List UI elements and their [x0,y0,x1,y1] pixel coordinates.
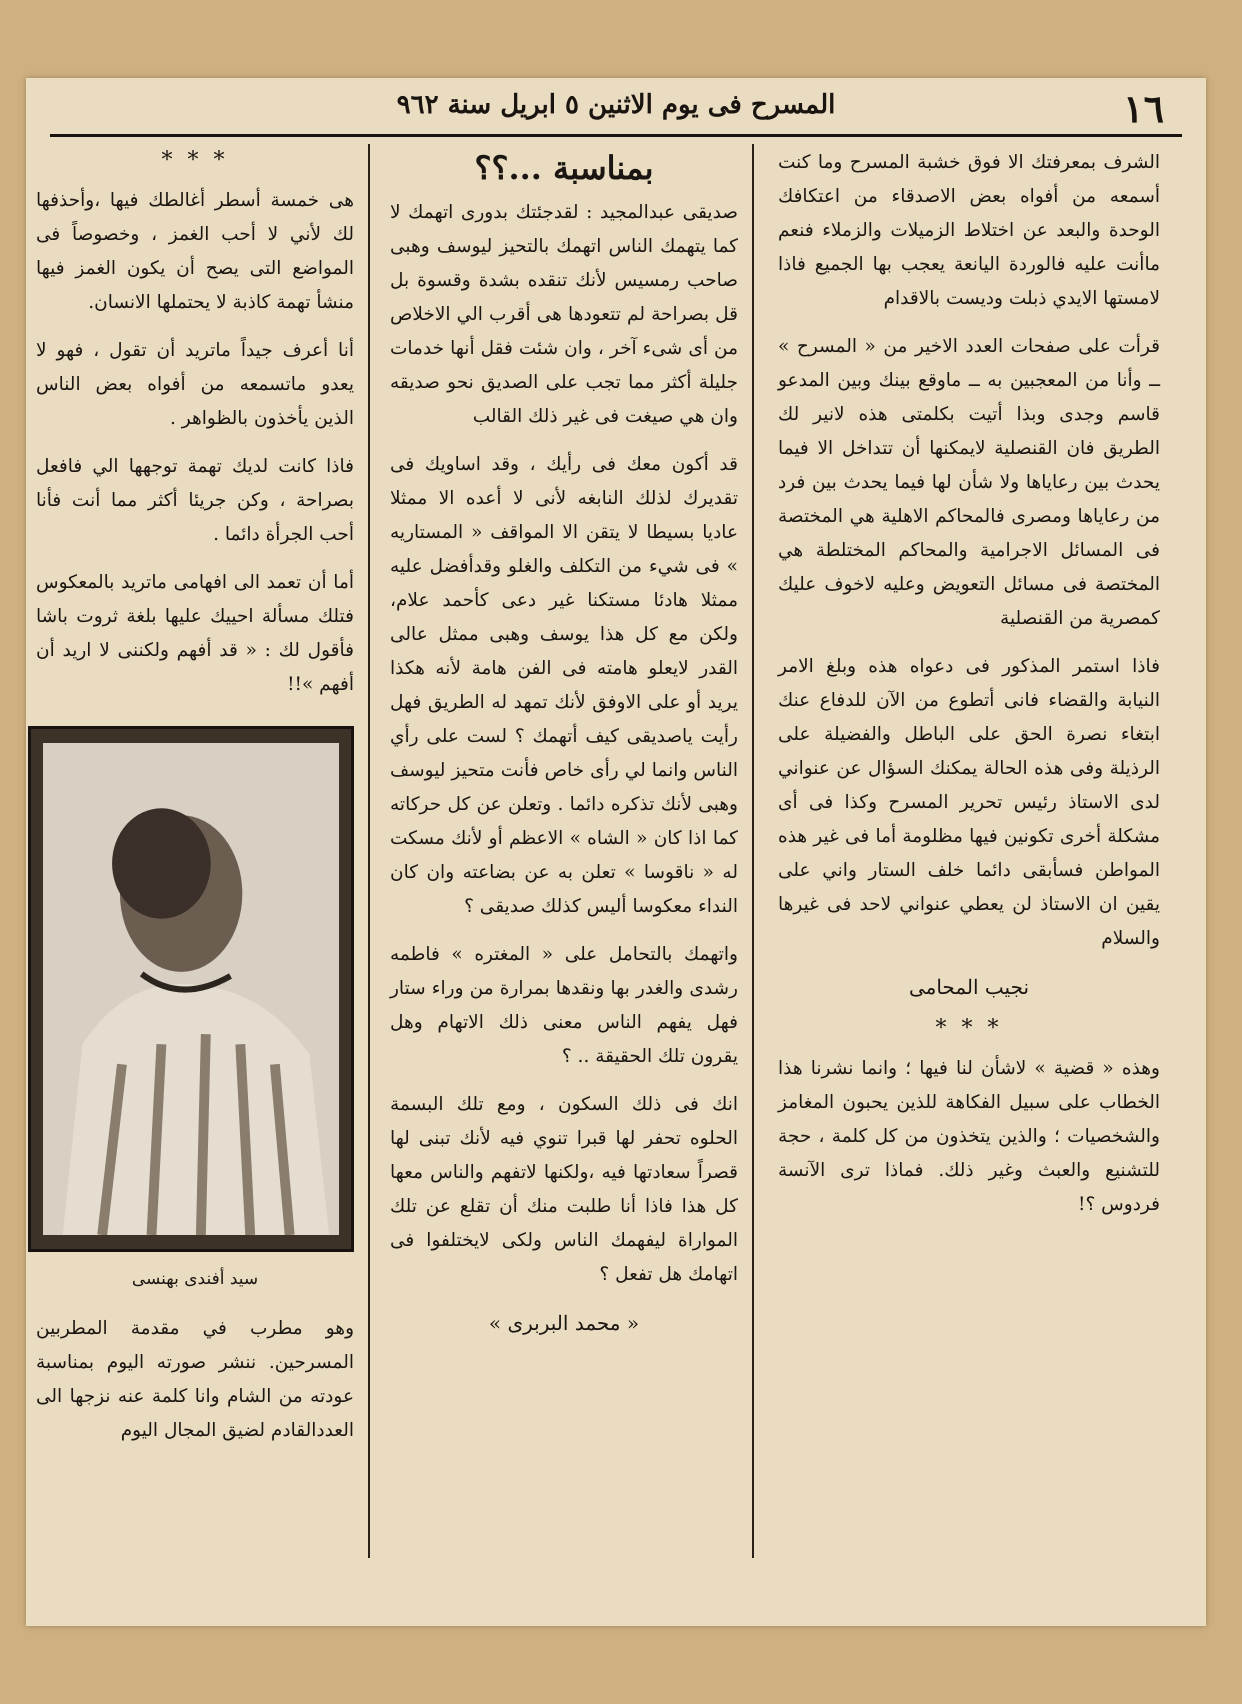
left-paragraph-5: وهو مطرب في مقدمة المطربين المسرحين. ننشر صورته اليوم بمناسبة عودته من الشام وانا كلمة عنه نزجها الى العددالقادم لضيق المجال اليوم [36,1318,354,1441]
portrait-image [43,743,339,1235]
left-column [36,146,354,1462]
right-signature: نجيب المحامى [908,975,1030,999]
page-number: ١٦ [1123,86,1164,131]
middle-paragraph-4: انك فى ذلك السكون ، ومع تلك البسمة الحلوه تحفر لها قبرا تنوي فيه لأنك تبنى لها قصراً سعادتها فيه ،ولكنها لاتفهم والناس معها كل هذا فاذا أنا طلبت منك أن تقلع عن تلك المواراة ليفهمك الناس ولكى لايختلفوا فى اتهامك هل تفعل ؟ [390,1094,738,1285]
page-header [26,78,1206,136]
column-divider-right [752,144,754,1558]
middle-paragraph-1: صديقى عبدالمجيد : لقدجئتك بدورى اتهمك لا كما يتهمك الناس اتهمك بالتحيز ليوسف وهبى صاحب رمسيس لأنك تنقده بشدة وقسوة بل قل بصراحة لم تتعودها هى أقرب الي الاخلاص من أى شىء آخر ، وان شئت فقل أنها خدمات جليلة أكثر مما تجب على الصديق نحو صديقه وان هي صيغت فى غير ذلك القالب [390,202,738,427]
middle-column [390,146,738,1350]
right-column [778,146,1160,1236]
portrait-figure [43,743,339,1235]
right-paragraph-1: الشرف بمعرفتك الا فوق خشبة المسرح وما كنت أسمعه من أفواه بعض الاصدقاء من اعتكافك الوحدة والبعد عن اختلاط الزميلات والزملاء فنعم ماأنت عليه فالوردة اليانعة يعجب بها الجميع فاذا لامستها الايدي ذبلت وديست بالاقدام [778,152,1160,309]
middle-paragraph-2: قد أكون معك فى رأيك ، وقد اساويك فى تقديرك لذلك النابغه لأنى لا أعده الا ممثلا عاديا بسيطا لا يتقن الا المواقف « المستاريه » فى شيء من التكلف والغلو وقدأفضل عليه ممثلا هادئا مستكنا غير دعى كأحمد علام، ولكن مع كل هذا يوسف وهبى ممثل عالى القدر لايعلو هامته فى الفن هامة لأنه هكذا يريد أو على الاوفق لأنك تمهد له الطريق فهل رأيت ياصديقى كيف أتهمك ؟ لست على رأي الناس وانما لي رأى خاص فأنت متحيز ليوسف وهبى لأنك تذكره دائما . وتعلن عن كل حركاته كما اذا كان « الشاه » الاعظم أو لأنك مسكت له « ناقوسا » تعلن به عن بضاعته وان كان النداء معكوسا أليس كذلك صديقى ؟ [390,454,738,917]
photo-caption: سيد أفندى بهنسى [131,1269,259,1289]
header-title: المسرح فى يوم الاثنين ٥ ابريل سنة ٩٦٢ [396,90,836,120]
column-divider-left [368,144,370,1558]
portrait-photo [28,726,354,1252]
left-paragraph-4: أما أن تعمد الى افهامى ماتريد بالمعكوس فتلك مسألة احييك عليها بلغة ثروت باشا فأقول لك : « قد أفهم ولكننى لا اريد أن أفهم »!! [36,572,354,695]
left-paragraph-2: أنا أعرف جيداً ماتريد أن تقول ، فهو لا يعدو ماتسمعه من أفواه بعض الناس الذين يأخذون بالظواهر . [36,340,354,429]
middle-signature: « محمد البربرى » [488,1311,640,1335]
right-paragraph-2: قرأت على صفحات العدد الاخير من « المسرح » ــ وأنا من المعجبين به ــ ماوقع بينك وبين المدعو قاسم وجدى وبذا أتيت بكلمتى هذه لانير لك الطريق فان القنصلية لايمكنها أن تتداخل الا فيما يحدث بين رعاياها ولا شأن لها فيما يحدث بين فرد من رعاياها ومصرى فالمحاكم الاهلية هي المختصة فى المسائل الاجرامية والمحاكم المختلطة هي المختصة فى مسائل التعويض وعليه لاخوف عليك كمصرية من القنصلية [778,336,1160,629]
header-divider [50,134,1182,137]
article-title: بمناسبة ...؟؟ [474,149,654,187]
middle-paragraph-3: واتهمك بالتحامل على « المغتره » فاطمه رشدى والغدر بها ونقدها بمرارة من وراء ستار فهل يفهم الناس معنى ذلك الاتهام وهل يقرون تلك الحقيقة .. ؟ [390,944,738,1067]
right-paragraph-3: فاذا استمر المذكور فى دعواه هذه وبلغ الامر النيابة والقضاء فانى أتطوع من الآن للدفاع عنك ابتغاء نصرة الحق على الباطل والفضيلة على الرذيلة وفى هذه الحالة يمكنك السؤال عن عنواني لدى الاستاذ رئيس تحرير المسرح وكذا فى أى مشكلة أخرى تكونين فيها مظلومة أما فى غير هذه المواطن فسأبقى دائما خلف الستار واني على يقين ان الاستاذ لن يعطي عنواني لاحد فى غيرها والسلام [778,656,1160,949]
separator-stars: * * * [935,1016,1003,1041]
right-paragraph-4: وهذه « قضية » لاشأن لنا فيها ؛ وانما نشرنا هذا الخطاب على سبيل الفكاهة للذين يحبون المغامز والشخصيات ؛ والذين يتخذون من كل كلمة ، حجة للتشنيع والعبث وغير ذلك. فماذا ترى الآنسة فردوس ؟! [778,1058,1160,1215]
newspaper-page [26,78,1206,1626]
left-stars: * * * [161,148,229,173]
left-paragraph-1: هى خمسة أسطر أغالطك فيها ،وأحذفها لك لأني لا أحب الغمز ، وخصوصاً فى المواضع التى يصح أن يكون الغمز فيها منشأ تهمة كاذبة لا يحتملها الانسان. [36,190,354,313]
left-paragraph-3: فاذا كانت لديك تهمة توجهها الي فافعل بصراحة ، وكن جريئا أكثر مما أنت فأنا أحب الجرأة دائما . [36,456,354,545]
